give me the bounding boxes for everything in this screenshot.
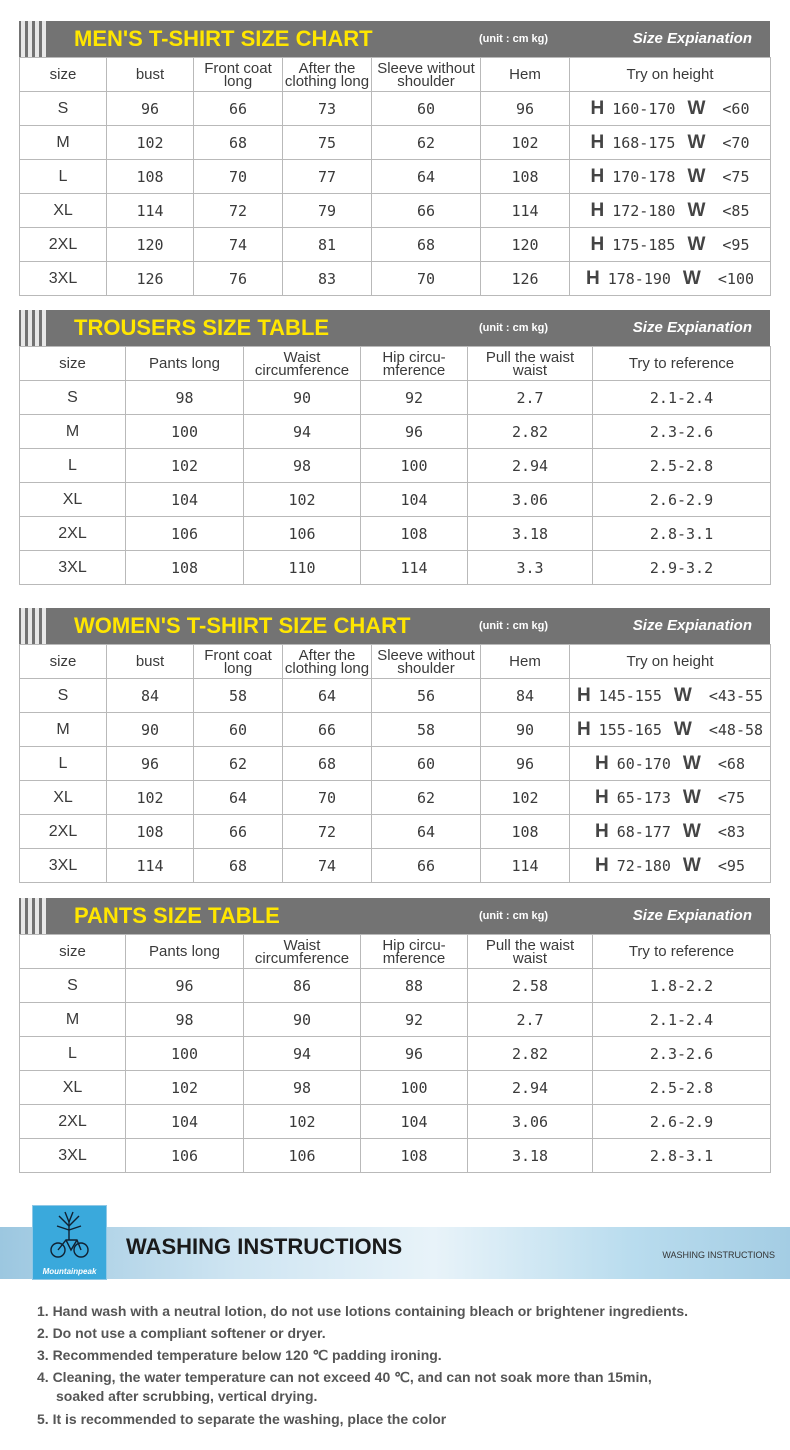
weight-label: W xyxy=(682,854,701,876)
table-cell: 64 xyxy=(372,815,481,849)
weight-label: W xyxy=(687,131,706,153)
table-cell: 66 xyxy=(372,849,481,883)
table-cell: 90 xyxy=(107,713,194,747)
weight-range: <85 xyxy=(722,201,750,220)
table-cell: 96 xyxy=(126,969,244,1003)
table-cell: 2.82 xyxy=(468,415,593,449)
table-cell: 1.8-2.2 xyxy=(593,969,771,1003)
pants-section xyxy=(19,898,770,1173)
table-cell: 86 xyxy=(244,969,361,1003)
size-explanation-label: Size Expianation xyxy=(632,907,752,924)
table-cell: 2.7 xyxy=(468,381,593,415)
washing-subtitle: WASHING INSTRUCTIONS xyxy=(662,1250,775,1260)
table-cell: 108 xyxy=(361,1139,468,1173)
height-range: 68-177 xyxy=(616,822,671,841)
table-row xyxy=(20,1105,771,1139)
table-cell: 3.06 xyxy=(468,1105,593,1139)
column-header: bust xyxy=(107,645,194,679)
table-cell: 68 xyxy=(283,747,372,781)
list-item: 1. Hand wash with a neutral lotion, do not use lotions containing bleach or brightener ingredients. xyxy=(37,1303,689,1319)
list-item: 4. Cleaning, the water temperature can not exceed 40 ℃, and can not soak more than 15min, xyxy=(37,1369,652,1385)
banner-stripes xyxy=(19,21,55,57)
weight-range: <70 xyxy=(722,133,750,152)
table-cell: 98 xyxy=(126,1003,244,1037)
table-cell: 104 xyxy=(361,483,468,517)
table-cell: 64 xyxy=(283,679,372,713)
size-table xyxy=(19,346,771,585)
table-cell: 81 xyxy=(283,228,372,262)
table-cell: 114 xyxy=(481,194,570,228)
height-weight-cell xyxy=(570,194,771,228)
size-cell: M xyxy=(20,713,107,747)
height-label: H xyxy=(585,267,600,289)
table-cell: 102 xyxy=(481,781,570,815)
size-table xyxy=(19,934,771,1173)
weight-label: W xyxy=(682,752,701,774)
table-cell: 2.3-2.6 xyxy=(593,1037,771,1071)
table-cell: 90 xyxy=(481,713,570,747)
list-item: 3. Recommended temperature below 120 ℃ padding ironing. xyxy=(37,1347,442,1363)
height-range: 170-178 xyxy=(612,167,676,186)
table-cell: 114 xyxy=(107,849,194,883)
table-cell: 84 xyxy=(107,679,194,713)
table-cell: 104 xyxy=(126,1105,244,1139)
table-cell: 2.82 xyxy=(468,1037,593,1071)
table-cell: 120 xyxy=(481,228,570,262)
column-header: Front coat long xyxy=(194,58,283,92)
column-header: After the clothing long xyxy=(283,645,372,679)
table-cell: 2.94 xyxy=(468,449,593,483)
table-cell: 98 xyxy=(244,449,361,483)
height-label: H xyxy=(595,752,609,774)
weight-range: <100 xyxy=(717,269,755,288)
table-header-row xyxy=(20,58,771,92)
table-cell: 70 xyxy=(194,160,283,194)
table-cell: 108 xyxy=(107,160,194,194)
table-cell: 98 xyxy=(244,1071,361,1105)
table-cell: 68 xyxy=(194,126,283,160)
column-header: Pants long xyxy=(126,935,244,969)
column-header: After the clothing long xyxy=(283,58,372,92)
table-cell: 96 xyxy=(107,92,194,126)
table-cell: 64 xyxy=(194,781,283,815)
table-cell: 3.3 xyxy=(468,551,593,585)
height-label: H xyxy=(590,199,605,221)
size-cell: 3XL xyxy=(20,849,107,883)
size-cell: XL xyxy=(20,781,107,815)
height-weight-cell xyxy=(570,126,771,160)
table-header-row xyxy=(20,935,771,969)
table-cell: 2.58 xyxy=(468,969,593,1003)
table-cell: 2.94 xyxy=(468,1071,593,1105)
weight-label: W xyxy=(687,199,706,221)
table-cell: 126 xyxy=(107,262,194,296)
weight-label: W xyxy=(682,820,701,842)
table-cell: 96 xyxy=(361,415,468,449)
table-cell: 114 xyxy=(107,194,194,228)
mens-tshirt-section xyxy=(19,21,770,296)
table-cell: 3.18 xyxy=(468,517,593,551)
column-header: Sleeve without shoulder xyxy=(372,58,481,92)
weight-range: <60 xyxy=(722,99,750,118)
table-cell: 94 xyxy=(244,415,361,449)
column-header: Pull the waist waist xyxy=(468,935,593,969)
table-cell: 96 xyxy=(107,747,194,781)
washing-list xyxy=(37,1300,777,1430)
table-cell: 2.9-3.2 xyxy=(593,551,771,585)
table-cell: 106 xyxy=(244,1139,361,1173)
weight-label: W xyxy=(687,165,706,187)
table-row xyxy=(20,849,771,883)
height-label: H xyxy=(590,131,605,153)
size-cell: S xyxy=(20,92,107,126)
weight-label: W xyxy=(673,718,692,740)
table-cell: 100 xyxy=(126,415,244,449)
section-banner xyxy=(19,898,770,934)
table-cell: 3.18 xyxy=(468,1139,593,1173)
table-cell: 62 xyxy=(372,126,481,160)
table-cell: 68 xyxy=(194,849,283,883)
size-cell: L xyxy=(20,160,107,194)
banner-stripes xyxy=(19,608,55,644)
section-title: PANTS SIZE TABLE xyxy=(74,903,280,928)
list-item: soaked after scrubbing, vertical drying. xyxy=(56,1388,318,1404)
table-row xyxy=(20,262,771,296)
table-cell: 64 xyxy=(372,160,481,194)
column-header: Pants long xyxy=(126,347,244,381)
height-weight-cell xyxy=(570,679,771,713)
table-cell: 2.6-2.9 xyxy=(593,1105,771,1139)
size-cell: 2XL xyxy=(20,517,126,551)
height-weight-cell xyxy=(570,228,771,262)
height-weight-cell xyxy=(570,849,771,883)
table-cell: 2.6-2.9 xyxy=(593,483,771,517)
table-row xyxy=(20,126,771,160)
table-cell: 3.06 xyxy=(468,483,593,517)
height-range: 168-175 xyxy=(612,133,676,152)
weight-range: <43-55 xyxy=(708,686,764,705)
table-cell: 58 xyxy=(194,679,283,713)
column-header: Waist circumference xyxy=(244,935,361,969)
table-row xyxy=(20,194,771,228)
table-cell: 92 xyxy=(361,1003,468,1037)
size-cell: S xyxy=(20,381,126,415)
weight-label: W xyxy=(673,684,692,706)
size-cell: 3XL xyxy=(20,551,126,585)
section-title: WOMEN'S T-SHIRT SIZE CHART xyxy=(74,613,411,638)
table-cell: 60 xyxy=(372,92,481,126)
table-cell: 96 xyxy=(361,1037,468,1071)
column-header: Hip circu- mference xyxy=(361,935,468,969)
table-cell: 72 xyxy=(283,815,372,849)
table-cell: 106 xyxy=(126,517,244,551)
table-row xyxy=(20,517,771,551)
weight-range: <95 xyxy=(717,856,745,875)
table-cell: 74 xyxy=(194,228,283,262)
table-cell: 79 xyxy=(283,194,372,228)
table-cell: 102 xyxy=(481,126,570,160)
table-row xyxy=(20,1139,771,1173)
table-cell: 104 xyxy=(126,483,244,517)
table-row xyxy=(20,415,771,449)
table-cell: 70 xyxy=(283,781,372,815)
table-row xyxy=(20,1071,771,1105)
column-header: Try on height xyxy=(570,645,771,679)
column-header: size xyxy=(20,347,126,381)
table-cell: 108 xyxy=(107,815,194,849)
unit-label: (unit : cm kg) xyxy=(479,620,549,632)
table-cell: 100 xyxy=(126,1037,244,1071)
table-cell: 75 xyxy=(283,126,372,160)
table-cell: 90 xyxy=(244,1003,361,1037)
table-header-row xyxy=(20,645,771,679)
table-row xyxy=(20,483,771,517)
table-cell: 74 xyxy=(283,849,372,883)
table-header-row xyxy=(20,347,771,381)
table-cell: 58 xyxy=(372,713,481,747)
table-cell: 73 xyxy=(283,92,372,126)
unit-label: (unit : cm kg) xyxy=(479,322,549,334)
table-row xyxy=(20,747,771,781)
size-cell: M xyxy=(20,126,107,160)
table-cell: 94 xyxy=(244,1037,361,1071)
weight-range: <48-58 xyxy=(708,720,764,739)
trousers-section xyxy=(19,310,770,585)
table-cell: 106 xyxy=(244,517,361,551)
table-cell: 104 xyxy=(361,1105,468,1139)
list-item: 5. It is recommended to separate the washing, place the color xyxy=(37,1411,447,1427)
table-row xyxy=(20,92,771,126)
table-cell: 102 xyxy=(126,449,244,483)
unit-label: (unit : cm kg) xyxy=(479,910,549,922)
table-cell: 102 xyxy=(244,1105,361,1139)
brand-logo xyxy=(32,1205,107,1280)
size-cell: M xyxy=(20,415,126,449)
table-cell: 66 xyxy=(283,713,372,747)
table-cell: 98 xyxy=(126,381,244,415)
table-cell: 102 xyxy=(126,1071,244,1105)
size-explanation-label: Size Expianation xyxy=(632,30,752,47)
banner-stripes xyxy=(19,898,55,934)
section-title: MEN'S T-SHIRT SIZE CHART xyxy=(74,26,373,51)
column-header: size xyxy=(20,645,107,679)
table-row xyxy=(20,381,771,415)
height-range: 60-170 xyxy=(616,754,671,773)
height-weight-cell xyxy=(570,160,771,194)
size-cell: 2XL xyxy=(20,228,107,262)
column-header: size xyxy=(20,935,126,969)
table-cell: 77 xyxy=(283,160,372,194)
height-label: H xyxy=(590,97,605,119)
table-row xyxy=(20,1003,771,1037)
weight-label: W xyxy=(687,233,706,255)
weight-range: <83 xyxy=(717,822,745,841)
column-header: Try to reference xyxy=(593,935,771,969)
table-cell: 84 xyxy=(481,679,570,713)
table-cell: 108 xyxy=(481,160,570,194)
table-cell: 2.1-2.4 xyxy=(593,1003,771,1037)
weight-label: W xyxy=(687,97,706,119)
column-header: Try to reference xyxy=(593,347,771,381)
table-cell: 96 xyxy=(481,747,570,781)
section-title: TROUSERS SIZE TABLE xyxy=(74,315,330,340)
table-cell: 66 xyxy=(372,194,481,228)
table-cell: 62 xyxy=(194,747,283,781)
table-row xyxy=(20,1037,771,1071)
column-header: Try on height xyxy=(570,58,771,92)
weight-range: <68 xyxy=(717,754,745,773)
weight-label: W xyxy=(682,786,701,808)
height-range: 72-180 xyxy=(616,856,671,875)
table-cell: 66 xyxy=(194,815,283,849)
size-cell: M xyxy=(20,1003,126,1037)
table-row xyxy=(20,228,771,262)
height-range: 160-170 xyxy=(612,99,676,118)
size-cell: S xyxy=(20,679,107,713)
size-cell: 2XL xyxy=(20,1105,126,1139)
height-label: H xyxy=(595,854,609,876)
size-cell: 3XL xyxy=(20,262,107,296)
table-cell: 92 xyxy=(361,381,468,415)
table-cell: 110 xyxy=(244,551,361,585)
height-range: 175-185 xyxy=(612,235,676,254)
height-range: 172-180 xyxy=(612,201,676,220)
table-cell: 72 xyxy=(194,194,283,228)
weight-label: W xyxy=(682,267,701,289)
table-cell: 56 xyxy=(372,679,481,713)
table-row xyxy=(20,449,771,483)
height-weight-cell xyxy=(570,781,771,815)
height-label: H xyxy=(590,165,605,187)
height-label: H xyxy=(595,786,609,808)
table-row xyxy=(20,679,771,713)
height-range: 155-165 xyxy=(598,720,662,739)
weight-range: <75 xyxy=(717,788,745,807)
table-cell: 102 xyxy=(244,483,361,517)
height-range: 145-155 xyxy=(598,686,662,705)
table-cell: 120 xyxy=(107,228,194,262)
column-header: size xyxy=(20,58,107,92)
table-cell: 106 xyxy=(126,1139,244,1173)
size-cell: XL xyxy=(20,483,126,517)
size-cell: S xyxy=(20,969,126,1003)
table-cell: 100 xyxy=(361,449,468,483)
table-cell: 88 xyxy=(361,969,468,1003)
unit-label: (unit : cm kg) xyxy=(479,33,549,45)
table-cell: 114 xyxy=(481,849,570,883)
brand-name: Mountainpeak xyxy=(42,1267,97,1276)
table-cell: 66 xyxy=(194,92,283,126)
size-cell: 2XL xyxy=(20,815,107,849)
section-banner xyxy=(19,310,770,346)
table-cell: 2.5-2.8 xyxy=(593,449,771,483)
height-range: 65-173 xyxy=(616,788,671,807)
table-cell: 108 xyxy=(126,551,244,585)
table-row xyxy=(20,815,771,849)
tree-bicycle-icon xyxy=(33,1206,106,1266)
table-cell: 2.3-2.6 xyxy=(593,415,771,449)
size-cell: L xyxy=(20,449,126,483)
height-weight-cell xyxy=(570,747,771,781)
table-row xyxy=(20,713,771,747)
column-header: Pull the waist waist xyxy=(468,347,593,381)
banner-stripes xyxy=(19,310,55,346)
table-cell: 2.8-3.1 xyxy=(593,1139,771,1173)
table-cell: 62 xyxy=(372,781,481,815)
column-header: Hem xyxy=(481,58,570,92)
weight-range: <75 xyxy=(722,167,750,186)
table-cell: 108 xyxy=(481,815,570,849)
height-label: H xyxy=(595,820,609,842)
height-weight-cell xyxy=(570,92,771,126)
table-row xyxy=(20,781,771,815)
table-cell: 114 xyxy=(361,551,468,585)
washing-title: WASHING INSTRUCTIONS xyxy=(126,1234,403,1259)
height-label: H xyxy=(576,684,591,706)
table-cell: 83 xyxy=(283,262,372,296)
table-cell: 2.5-2.8 xyxy=(593,1071,771,1105)
table-cell: 2.7 xyxy=(468,1003,593,1037)
section-banner xyxy=(19,608,770,644)
section-banner xyxy=(19,21,770,57)
height-range: 178-190 xyxy=(607,269,671,288)
column-header: Front coat long xyxy=(194,645,283,679)
column-header: Hem xyxy=(481,645,570,679)
size-cell: L xyxy=(20,1037,126,1071)
table-cell: 100 xyxy=(361,1071,468,1105)
table-cell: 90 xyxy=(244,381,361,415)
table-row xyxy=(20,551,771,585)
womens-tshirt-section xyxy=(19,608,770,883)
table-cell: 2.8-3.1 xyxy=(593,517,771,551)
column-header: Sleeve without shoulder xyxy=(372,645,481,679)
table-row xyxy=(20,160,771,194)
size-cell: L xyxy=(20,747,107,781)
height-weight-cell xyxy=(570,262,771,296)
weight-range: <95 xyxy=(722,235,750,254)
size-cell: XL xyxy=(20,1071,126,1105)
table-cell: 102 xyxy=(107,781,194,815)
table-cell: 70 xyxy=(372,262,481,296)
table-cell: 96 xyxy=(481,92,570,126)
column-header: Hip circu- mference xyxy=(361,347,468,381)
size-cell: 3XL xyxy=(20,1139,126,1173)
column-header: Waist circumference xyxy=(244,347,361,381)
size-cell: XL xyxy=(20,194,107,228)
table-cell: 126 xyxy=(481,262,570,296)
height-weight-cell xyxy=(570,713,771,747)
table-cell: 108 xyxy=(361,517,468,551)
height-label: H xyxy=(576,718,591,740)
size-explanation-label: Size Expianation xyxy=(632,319,752,336)
table-cell: 60 xyxy=(372,747,481,781)
size-explanation-label: Size Expianation xyxy=(632,617,752,634)
table-cell: 68 xyxy=(372,228,481,262)
list-item: 2. Do not use a compliant softener or dryer. xyxy=(37,1325,326,1341)
table-row xyxy=(20,969,771,1003)
height-weight-cell xyxy=(570,815,771,849)
size-table xyxy=(19,57,771,296)
size-table xyxy=(19,644,771,883)
table-cell: 60 xyxy=(194,713,283,747)
column-header: bust xyxy=(107,58,194,92)
height-label: H xyxy=(590,233,605,255)
table-cell: 76 xyxy=(194,262,283,296)
table-cell: 102 xyxy=(107,126,194,160)
table-cell: 2.1-2.4 xyxy=(593,381,771,415)
